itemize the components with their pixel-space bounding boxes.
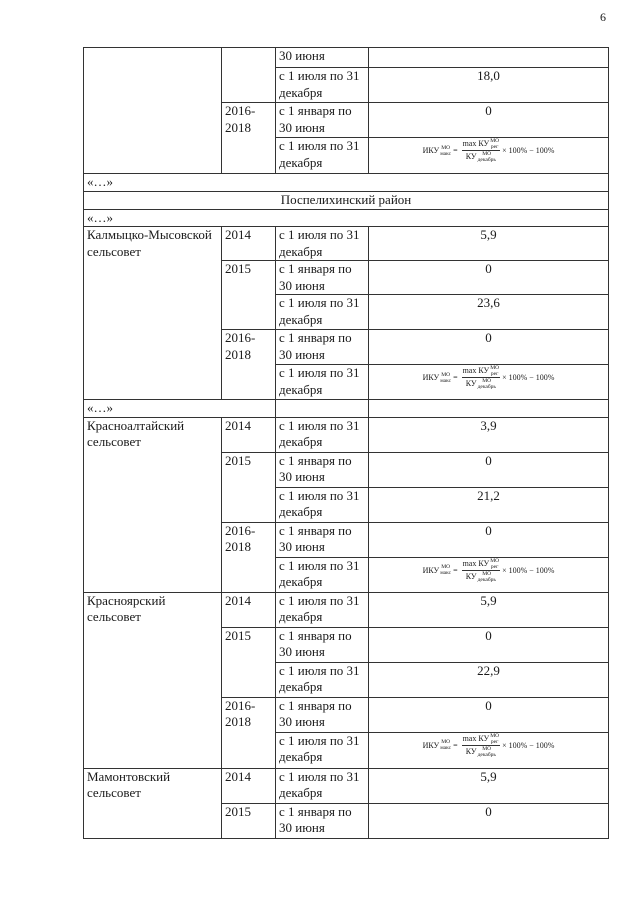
- year-cell: [222, 48, 276, 103]
- year-cell: 2014: [222, 768, 276, 803]
- formula-cell: [369, 138, 609, 174]
- period-cell: с 1 января по 30 июня: [276, 261, 369, 295]
- council-cell: Мамонтовский сельсовет: [84, 768, 222, 838]
- formula-cell: [369, 557, 609, 592]
- year-cell: 2015: [222, 803, 276, 838]
- year-cell: 2016-2018: [222, 330, 276, 400]
- value-cell: [369, 48, 609, 68]
- table-row: [84, 768, 609, 803]
- value-cell: 0: [369, 627, 609, 662]
- formula-cell: [369, 365, 609, 400]
- council-cell: [84, 48, 222, 174]
- year-cell: 2015: [222, 627, 276, 697]
- period-cell: с 1 июля по 31 декабря: [276, 138, 369, 174]
- period-cell: с 1 июля по 31 декабря: [276, 295, 369, 330]
- ellipsis-row: «…»: [84, 400, 276, 418]
- value-cell: 5,9: [369, 768, 609, 803]
- year-cell: 2014: [222, 227, 276, 261]
- year-cell: 2015: [222, 452, 276, 522]
- period-cell: с 1 января по 30 июня: [276, 103, 369, 138]
- year-cell: 2015: [222, 261, 276, 330]
- period-cell: с 1 июля по 31 декабря: [276, 487, 369, 522]
- table-row: [84, 417, 609, 452]
- value-cell: 18,0: [369, 68, 609, 103]
- period-cell: с 1 июля по 31 декабря: [276, 768, 369, 803]
- year-cell: 2014: [222, 592, 276, 627]
- period-cell: с 1 января по 30 июня: [276, 330, 369, 365]
- council-cell: Калмыцко-Мысовской сельсовет: [84, 227, 222, 400]
- period-cell: с 1 июля по 31 декабря: [276, 417, 369, 452]
- value-cell: 0: [369, 330, 609, 365]
- year-cell: 2014: [222, 417, 276, 452]
- period-cell: с 1 июля по 31 декабря: [276, 732, 369, 768]
- period-cell: с 1 июля по 31 декабря: [276, 365, 369, 400]
- council-cell: Красноярский сельсовет: [84, 592, 222, 768]
- ellipsis-row: «…»: [84, 209, 609, 227]
- district-heading: Поспелихинский район: [84, 191, 609, 209]
- table-row: [84, 209, 609, 227]
- index-formula: ИКУ МО макс = max КУ МО рег КУ МО декабрь × 100% − 100%: [422, 138, 555, 163]
- council-cell: Красноалтайский сельсовет: [84, 417, 222, 592]
- value-cell: 0: [369, 522, 609, 557]
- period-cell: 30 июня: [276, 48, 369, 68]
- formula-cell: [369, 732, 609, 768]
- value-cell: 5,9: [369, 227, 609, 261]
- empty-cell: [276, 400, 369, 418]
- empty-cell: [369, 400, 609, 418]
- table-row: [84, 592, 609, 627]
- value-cell: 0: [369, 803, 609, 838]
- table-row: [84, 48, 609, 68]
- value-cell: 21,2: [369, 487, 609, 522]
- table-row: [84, 174, 609, 192]
- index-formula: ИКУ МО макс = max КУ МО рег КУ МО декабрь × 100% − 100%: [422, 732, 555, 758]
- value-cell: 0: [369, 697, 609, 732]
- year-cell: 2016-2018: [222, 697, 276, 768]
- period-cell: с 1 июля по 31 декабря: [276, 557, 369, 592]
- period-cell: с 1 июля по 31 декабря: [276, 227, 369, 261]
- value-cell: 3,9: [369, 417, 609, 452]
- value-cell: 0: [369, 103, 609, 138]
- value-cell: 0: [369, 452, 609, 487]
- table-row: [84, 191, 609, 209]
- table-row: [84, 400, 609, 418]
- ellipsis-row: «…»: [84, 174, 609, 192]
- index-formula: ИКУ МО макс = max КУ МО рег КУ МО декабрь × 100% − 100%: [422, 557, 555, 583]
- tariff-table: [83, 47, 609, 839]
- period-cell: с 1 июля по 31 декабря: [276, 592, 369, 627]
- period-cell: с 1 января по 30 июня: [276, 697, 369, 732]
- period-cell: с 1 января по 30 июня: [276, 522, 369, 557]
- value-cell: 5,9: [369, 592, 609, 627]
- period-cell: с 1 июля по 31 декабря: [276, 68, 369, 103]
- period-cell: с 1 января по 30 июня: [276, 803, 369, 838]
- page-number: 6: [600, 10, 606, 24]
- period-cell: с 1 июля по 31 декабря: [276, 662, 369, 697]
- value-cell: 0: [369, 261, 609, 295]
- index-formula: ИКУ МО макс = max КУ МО рег КУ МО декабрь × 100% − 100%: [422, 365, 555, 390]
- period-cell: с 1 января по 30 июня: [276, 627, 369, 662]
- value-cell: 23,6: [369, 295, 609, 330]
- year-cell: 2016-2018: [222, 522, 276, 592]
- value-cell: 22,9: [369, 662, 609, 697]
- table-row: [84, 227, 609, 261]
- year-cell: 2016-2018: [222, 103, 276, 174]
- period-cell: с 1 января по 30 июня: [276, 452, 369, 487]
